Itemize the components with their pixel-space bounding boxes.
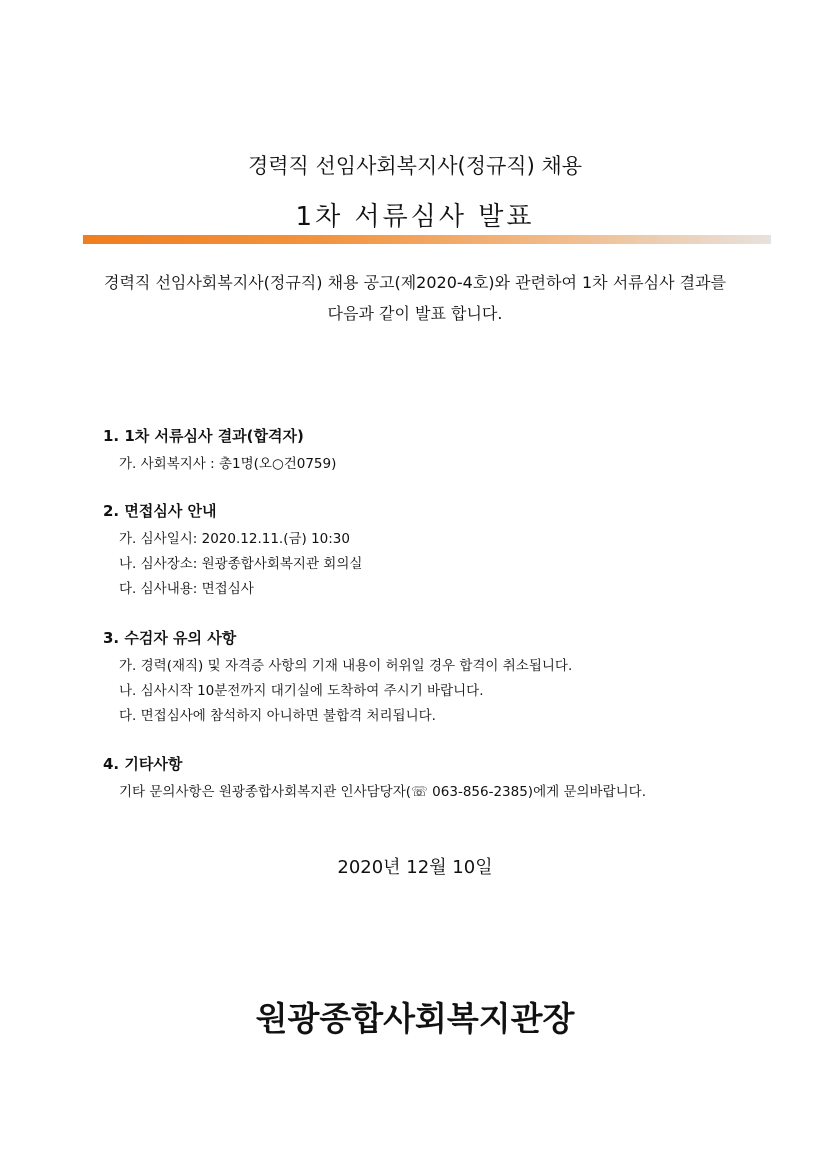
announcement-date: 2020년 12월 10일 (337, 857, 493, 878)
intro-line-2: 다음과 같이 발표 합니다. (327, 304, 503, 323)
section-heading-4: 4. 기타사항 (103, 755, 183, 773)
section-heading-1: 1. 1차 서류심사 결과(합격자) (103, 427, 304, 445)
accent-divider (83, 235, 771, 244)
document-title: 경력직 선임사회복지사(정규직) 채용 (247, 154, 583, 178)
signer-name: 원광종합사회복지관장 (255, 999, 575, 1038)
section-heading-2: 2. 면접심사 안내 (103, 502, 217, 520)
intro-paragraph (60, 267, 770, 329)
section-3-item-1: 가. 경력(재직) 및 자격증 사항의 기재 내용이 허위일 경우 합격이 취소됩니다. (119, 658, 573, 674)
section-1-item-1: 가. 사회복지사 : 총1명(오○건0759) (119, 456, 337, 472)
section-2-item-1: 가. 심사일시: 2020.12.11.(금) 10:30 (119, 531, 350, 547)
section-heading-3: 3. 수검자 유의 사항 (103, 629, 237, 647)
section-3-item-3: 다. 면접심사에 참석하지 아니하면 불합격 처리됩니다. (119, 708, 436, 724)
document-subtitle: 1차 서류심사 발표 (295, 202, 535, 232)
section-2-item-3: 다. 심사내용: 면접심사 (119, 581, 254, 597)
section-2-item-2: 나. 심사장소: 원광종합사회복지관 회의실 (119, 556, 363, 572)
section-3-item-2: 나. 심사시작 10분전까지 대기실에 도착하여 주시기 바랍니다. (119, 683, 484, 699)
section-4-item-1: 기타 문의사항은 원광종합사회복지관 인사담당자(☏ 063-856-2385)에게 문의바랍니다. (119, 784, 646, 800)
intro-line-1: 경력직 선임사회복지사(정규직) 채용 공고(제2020-4호)와 관련하여 1차 서류심사 결과를 (103, 273, 726, 292)
